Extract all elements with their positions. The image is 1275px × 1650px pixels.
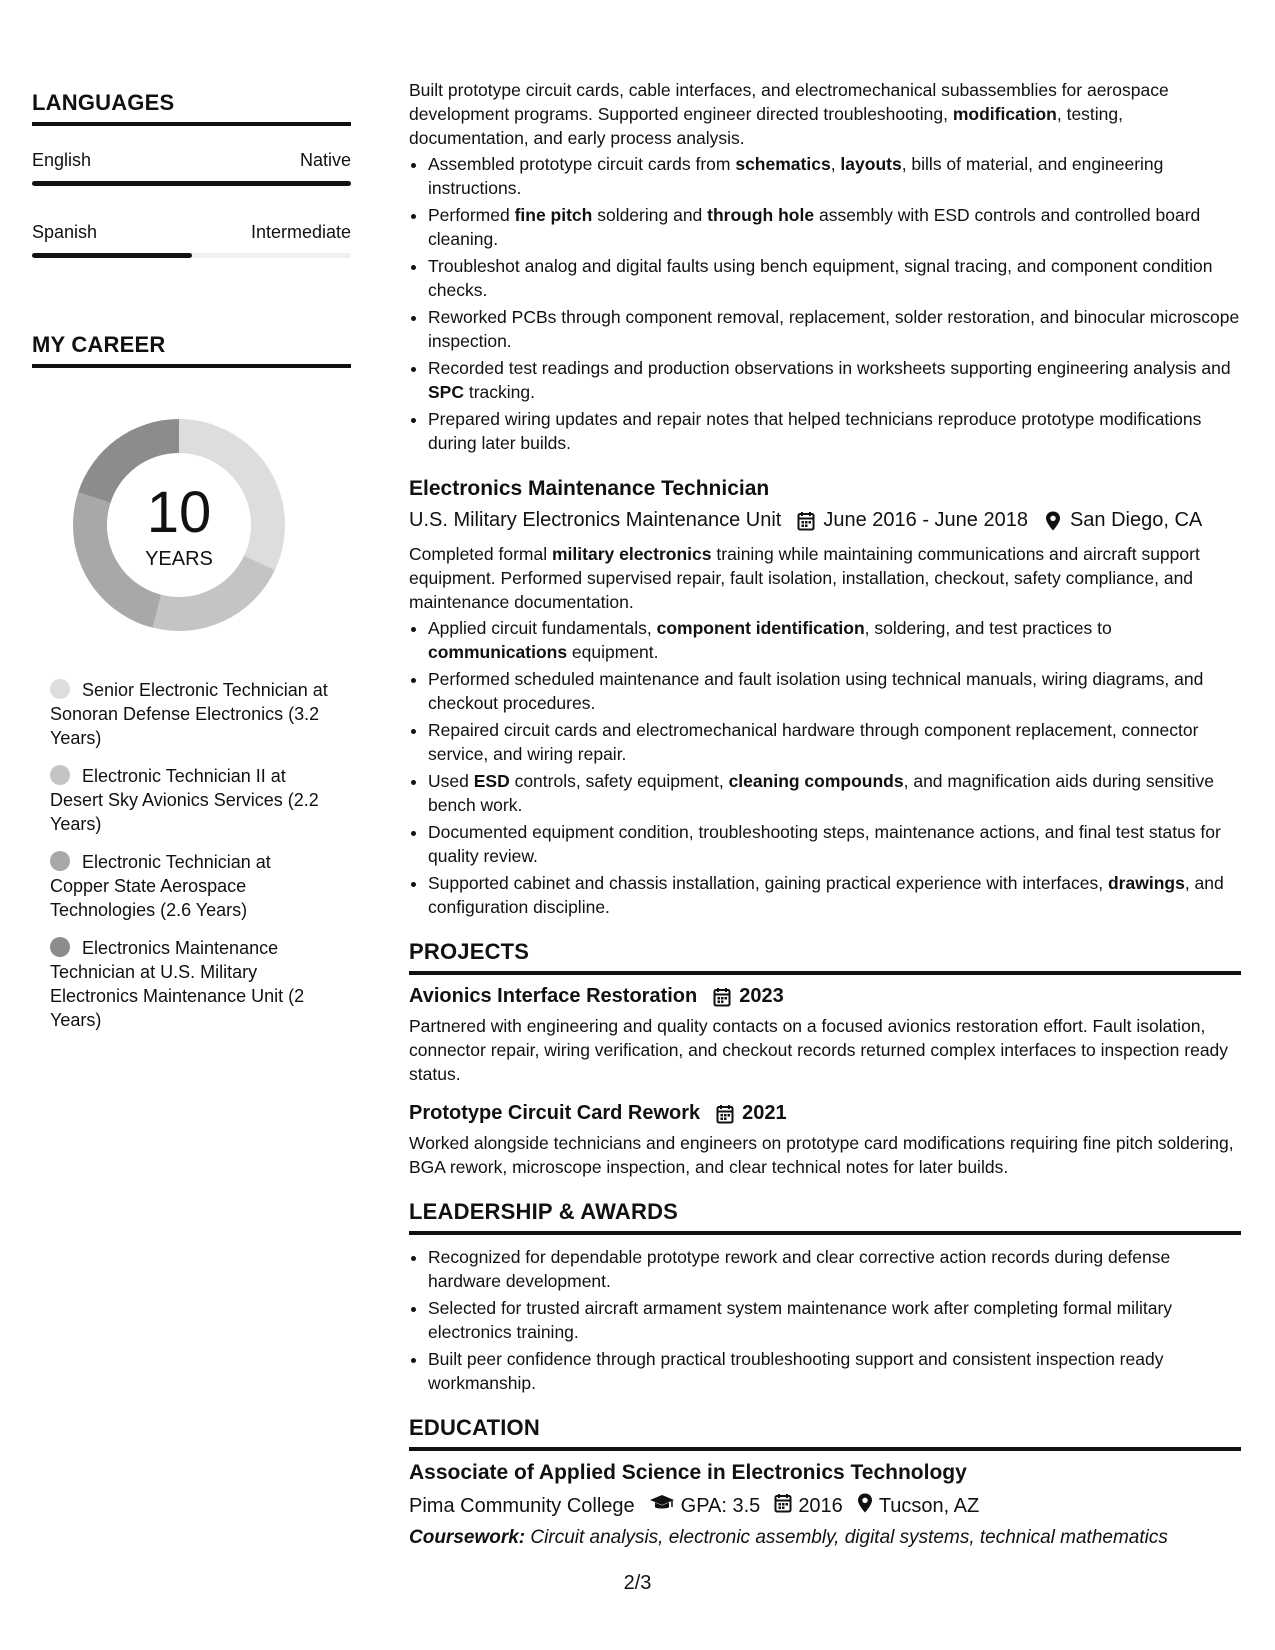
text-run: training while maintaining communications and aircraft support equipment. Performed supervised repair, fault isolation, installation, checkout, safety compliance, and maintenance documentation. [409, 544, 1200, 612]
text-run: , testing, documentation, and early process analysis. [409, 104, 1124, 148]
page-number: 2/3 [623, 1572, 652, 1594]
language-name: English [32, 150, 92, 170]
previous-job-summary [409, 78, 1241, 150]
text-run: Performed scheduled maintenance and fault isolation using technical manuals, wiring diagrams, and checkout procedures. [428, 669, 1204, 713]
graduation-cap-icon [649, 1494, 675, 1518]
language-row [32, 222, 351, 243]
bold-keyword: ESD [473, 771, 510, 791]
education-heading: EDUCATION [409, 1415, 1241, 1451]
language-level-bar [32, 253, 351, 258]
education-meta [409, 1493, 1241, 1519]
career-legend-label: Electronics Maintenance Technician at U.S. Military Electronics Maintenance Unit (2 Years) [50, 938, 305, 1030]
calendar-icon [716, 1104, 734, 1124]
bold-keyword: through hole [707, 205, 815, 225]
job-bullet [428, 152, 1241, 200]
legend-dot-icon [50, 937, 70, 957]
project-name: Prototype Circuit Card Rework [409, 1102, 701, 1124]
language-level-fill [32, 181, 351, 186]
awards-heading: LEADERSHIP & AWARDS [409, 1199, 1241, 1235]
job-summary [409, 542, 1241, 614]
job-bullet [428, 667, 1241, 715]
job-bullet [428, 871, 1241, 919]
job-bullet [428, 820, 1241, 868]
map-pin-icon [1042, 511, 1064, 531]
bold-keyword: schematics [735, 154, 831, 174]
career-legend-item [50, 678, 330, 750]
project-year: 2023 [739, 985, 784, 1007]
bold-keyword: SPC [428, 382, 464, 402]
coursework [409, 1527, 1241, 1549]
text-run: Applied circuit fundamentals, [428, 618, 657, 638]
career-legend-item [50, 850, 330, 922]
text-run: equipment. [567, 642, 659, 662]
job-bullet [428, 407, 1241, 455]
job-bullets [409, 616, 1241, 919]
project-description: Partnered with engineering and quality contacts on a focused avionics restoration effort. Fault isolation, connector repair, wiring verification, and checkout records returned complex interfaces to inspection ready status. [409, 1016, 1229, 1084]
career-legend-label: Electronic Technician at Copper State Aerospace Technologies (2.6 Years) [50, 852, 271, 920]
sidebar [32, 90, 351, 1046]
calendar-icon [774, 1493, 792, 1519]
project-title-row [409, 985, 1241, 1008]
career-legend-item [50, 936, 330, 1032]
map-pin-icon [857, 1493, 873, 1519]
language-row [32, 150, 351, 171]
text-run: soldering and [592, 205, 708, 225]
job-bullet [428, 769, 1241, 817]
text-run: Documented equipment condition, troubleshooting steps, maintenance actions, and final test status for quality review. [428, 822, 1221, 866]
text-run: , soldering, and test practices to [864, 618, 1112, 638]
education-section [409, 1415, 1241, 1549]
job-dates: June 2016 - June 2018 [823, 509, 1028, 531]
main-content [409, 78, 1241, 1549]
text-run: Troubleshot analog and digital faults using bench equipment, signal tracing, and component condition checks. [428, 256, 1213, 300]
text-run: tracking. [463, 382, 535, 402]
bold-keyword: drawings [1107, 873, 1185, 893]
text-run: , [830, 154, 841, 174]
gpa: GPA: 3.5 [680, 1494, 761, 1517]
job-bullet [428, 203, 1241, 251]
text-run: , and magnification aids during sensitive bench work. [428, 771, 1214, 815]
career-donut-chart [64, 410, 294, 640]
language-level: Native [299, 150, 351, 170]
previous-job-bullets [409, 152, 1241, 455]
bold-keyword: fine pitch [514, 205, 593, 225]
bold-keyword: cleaning compounds [728, 771, 904, 791]
projects-section [409, 939, 1241, 1179]
award-item: • Built peer confidence through practical troubleshooting support and consistent inspection ready workmanship. [428, 1347, 1241, 1395]
career-total-years: 10 [146, 479, 212, 545]
language-level-fill [32, 253, 192, 258]
coursework-label: Coursework: [409, 1527, 526, 1548]
languages-heading: LANGUAGES [32, 90, 351, 126]
job-location: San Diego, CA [1069, 509, 1203, 531]
calendar-icon [713, 987, 731, 1007]
legend-dot-icon [50, 679, 70, 699]
bold-keyword: layouts [840, 154, 902, 174]
career-total-unit: YEARS [145, 547, 213, 570]
job-title: Electronics Maintenance Technician [409, 477, 770, 500]
text-run: , and configuration discipline. [428, 873, 1224, 917]
text-run: controls, safety equipment, [509, 771, 729, 791]
projects-list [409, 985, 1241, 1179]
projects-heading: PROJECTS [409, 939, 1241, 975]
donut-center [64, 410, 294, 640]
career-legend [50, 678, 351, 1032]
bold-keyword: modification [952, 104, 1057, 124]
language-level: Intermediate [250, 222, 351, 242]
bold-keyword: military electronics [551, 544, 712, 564]
text-run: Built prototype circuit cards, cable interfaces, and electromechanical subassemblies for aerospace development programs. Supported engineer directed troubleshooting, [409, 80, 1169, 124]
text-run: Used [428, 771, 474, 791]
career-heading: MY CAREER [32, 332, 351, 368]
awards-section [409, 1199, 1241, 1395]
text-run: Repaired circuit cards and electromechanical hardware through component replacement, connector service, and wiring repair. [428, 720, 1199, 764]
legend-dot-icon [50, 851, 70, 871]
calendar-icon [795, 511, 817, 531]
job-bullet [428, 254, 1241, 302]
job-employer: U.S. Military Electronics Maintenance Unit [409, 509, 782, 531]
language-level-bar [32, 181, 351, 186]
job-meta [409, 509, 1241, 532]
job-bullet [428, 718, 1241, 766]
award-item: • Recognized for dependable prototype rework and clear corrective action records during defense hardware development. [428, 1245, 1241, 1293]
text-run: Recorded test readings and production observations in worksheets supporting engineering analysis and [428, 358, 1231, 378]
bold-keyword: component identification [656, 618, 865, 638]
project-description: Worked alongside technicians and engineers on prototype card modifications requiring fine pitch soldering, BGA rework, microscope inspection, and clear technical notes for later builds. [409, 1133, 1234, 1177]
language-name: Spanish [32, 222, 98, 242]
job-bullet [428, 356, 1241, 404]
job-bullet [428, 616, 1241, 664]
job-bullet [428, 305, 1241, 353]
languages-list [32, 150, 351, 258]
school-location: Tucson, AZ [878, 1494, 980, 1517]
coursework-text: Circuit analysis, electronic assembly, digital systems, technical mathematics [530, 1527, 1168, 1548]
bold-keyword: communications [428, 642, 568, 662]
degree-title: Associate of Applied Science in Electronics Technology [409, 1461, 967, 1484]
text-run: Prepared wiring updates and repair notes that helped technicians reproduce prototype modifications during later builds. [428, 409, 1202, 453]
career-legend-label: Electronic Technician II at Desert Sky Avionics Services (2.2 Years) [50, 766, 319, 834]
text-run: , bills of material, and engineering instructions. [428, 154, 1164, 198]
text-run: Supported cabinet and chassis installation, gaining practical experience with interfaces, [428, 873, 1108, 893]
text-run: assembly with ESD controls and controlled board cleaning. [428, 205, 1201, 249]
awards-list [409, 1245, 1241, 1395]
project-year: 2021 [742, 1102, 787, 1124]
text-run: Assembled prototype circuit cards from [428, 154, 736, 174]
graduation-year: 2016 [798, 1494, 843, 1517]
text-run: Completed formal [409, 544, 552, 564]
school-name: Pima Community College [409, 1494, 635, 1517]
award-item: • Selected for trusted aircraft armament system maintenance work after completing formal military electronics training. [428, 1296, 1241, 1344]
career-legend-item [50, 764, 330, 836]
text-run: Reworked PCBs through component removal, replacement, solder restoration, and binocular microscope inspection. [428, 307, 1240, 351]
project-name: Avionics Interface Restoration [409, 985, 698, 1007]
career-legend-label: Senior Electronic Technician at Sonoran Defense Electronics (3.2 Years) [50, 680, 328, 748]
project-title-row [409, 1102, 1241, 1125]
legend-dot-icon [50, 765, 70, 785]
text-run: Performed [428, 205, 515, 225]
